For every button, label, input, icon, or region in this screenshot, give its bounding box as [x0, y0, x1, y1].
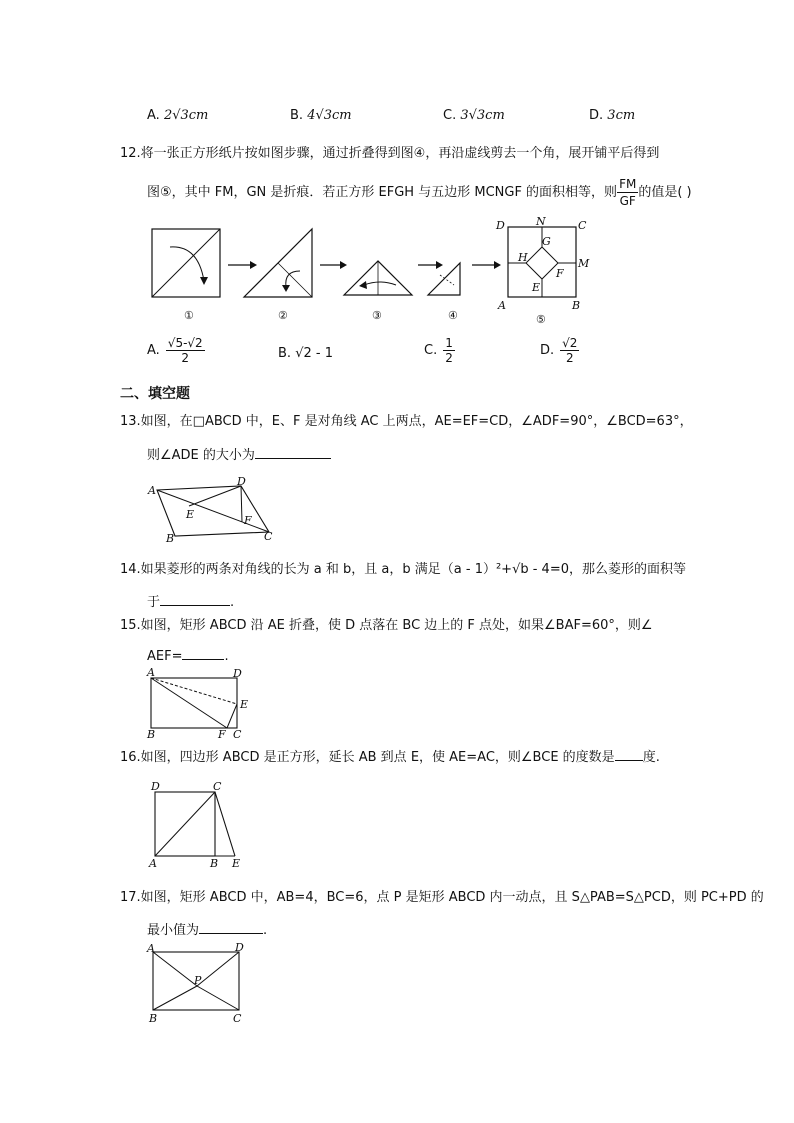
- label-A: A: [149, 857, 157, 870]
- fraction-denominator: 2: [445, 351, 453, 365]
- fig2-arrowhead: [282, 285, 290, 292]
- label-E: E: [532, 281, 541, 294]
- fig1-diagonal: [152, 229, 220, 297]
- q14-line2: [147, 593, 234, 611]
- label-D: D: [233, 667, 242, 680]
- label-B: B: [147, 728, 156, 741]
- label-E: E: [240, 698, 249, 711]
- segment-PC: [197, 986, 239, 1010]
- q11-option-b: [290, 108, 352, 123]
- label-A: A: [148, 484, 156, 497]
- option-value: 3√3cm: [460, 108, 505, 123]
- option-letter: B.: [278, 346, 292, 361]
- answer-blank: [199, 921, 263, 934]
- q13-line2-text: 则∠ADE 的大小为: [147, 448, 255, 463]
- q17-line2: [147, 921, 267, 939]
- q13-line2: [147, 446, 331, 464]
- label-B: B: [166, 532, 175, 545]
- q12-line1: 12.将一张正方形纸片按如图步骤，通过折叠得到图④，再沿虚线剪去一个角，展开铺平后得到: [120, 146, 660, 161]
- step-arrowhead-1: [250, 261, 257, 269]
- q16-line1-end: 度.: [642, 750, 660, 765]
- segment-FE: [227, 704, 237, 728]
- step-arrowhead-4: [494, 261, 501, 269]
- option-letter: B.: [290, 108, 304, 123]
- q15-line2-end: .: [224, 649, 229, 664]
- label-F: F: [244, 514, 252, 527]
- label-E: E: [232, 857, 241, 870]
- step-label-2: ②: [278, 309, 288, 322]
- option-letter: A.: [147, 108, 160, 123]
- q16-line1: [120, 748, 660, 766]
- q11-option-a: [147, 108, 208, 123]
- option-value: 3cm: [607, 108, 636, 123]
- q14-line2-text: 于: [147, 595, 161, 610]
- fraction-numerator: √2: [562, 336, 578, 350]
- label-E: E: [186, 508, 195, 521]
- fraction-numerator: 1: [445, 336, 453, 350]
- fig3-arrowhead: [359, 281, 367, 289]
- option-letter: D.: [540, 343, 555, 358]
- fig1-arrowhead: [200, 277, 208, 285]
- option-letter: D.: [589, 108, 604, 123]
- option-letter: C.: [443, 108, 457, 123]
- segment-CE: [215, 792, 235, 856]
- q17-line2-text: 最小值为: [147, 923, 200, 938]
- label-G: G: [542, 235, 551, 248]
- step-arrowhead-3: [436, 261, 443, 269]
- label-C: C: [264, 530, 273, 543]
- label-F: F: [218, 728, 226, 741]
- q12-option-d: [540, 336, 579, 365]
- q13-figure: [145, 472, 280, 550]
- q15-line1: 15.如图，矩形 ABCD 沿 AE 折叠，使 D 点落在 BC 边上的 F 点处，如果∠BAF=60°，则∠: [120, 618, 653, 633]
- segment-AP: [153, 952, 197, 986]
- step-label-5: ⑤: [536, 313, 546, 326]
- q11-option-c: [443, 108, 505, 123]
- answer-blank: [160, 593, 230, 606]
- segment-BP: [153, 986, 197, 1010]
- label-B: B: [572, 299, 581, 312]
- fraction-numerator: FM: [619, 177, 637, 191]
- fig5-inner-square: [526, 247, 558, 279]
- q13-line1: 13.如图，在□ABCD 中，E、F 是对角线 AC 上两点，AE=EF=CD，∠ADF=90°，∠BCD=63°，: [120, 414, 693, 429]
- rectangle-ABCD: [151, 678, 237, 728]
- q12-line2: [147, 176, 692, 209]
- option-letter: C.: [424, 343, 438, 358]
- segment-DE: [189, 486, 241, 506]
- label-D: D: [235, 941, 244, 954]
- q12-folding-figure: [140, 215, 610, 327]
- fraction-numerator: √5-√2: [167, 336, 203, 350]
- segment-PD: [197, 952, 239, 986]
- q12-option-b: [278, 346, 333, 361]
- q14-line2-end: .: [230, 595, 235, 610]
- q16-line1-text: 16.如图，四边形 ABCD 是正方形，延长 AB 到点 E，使 AE=AC，则∠BCE 的度数是: [120, 750, 615, 765]
- q15-figure: [145, 668, 255, 740]
- q12-line2-end: 的值是( ): [638, 184, 692, 200]
- label-A: A: [147, 666, 155, 679]
- segment-DF: [241, 486, 242, 522]
- q12-option-c: [424, 336, 455, 365]
- label-D: D: [496, 219, 505, 232]
- q17-line2-end: .: [263, 923, 268, 938]
- option-letter: A.: [147, 343, 160, 358]
- section-heading: 二、填空题: [120, 386, 190, 402]
- option-value: √2 - 1: [295, 346, 333, 361]
- option-value: 4√3cm: [307, 108, 352, 123]
- label-F: F: [556, 267, 564, 280]
- answer-blank: [182, 647, 224, 660]
- label-P: P: [194, 974, 202, 987]
- fraction-denominator: 2: [181, 351, 190, 365]
- answer-blank: [615, 748, 643, 761]
- label-H: H: [518, 251, 528, 264]
- label-A: A: [498, 299, 506, 312]
- fig3-fold-arrow: [364, 282, 396, 285]
- step-arrowhead-2: [340, 261, 347, 269]
- label-C: C: [233, 728, 242, 741]
- q15-line2: [147, 647, 229, 665]
- q17-line1: 17.如图，矩形 ABCD 中，AB=4，BC=6，点 P 是矩形 ABCD 内一动点，且 S△PAB=S△PCD，则 PC+PD 的: [120, 890, 764, 905]
- step-label-1: ①: [184, 309, 194, 322]
- q12-line2-text: 图⑤，其中 FM，GN 是折痕．若正方形 EFGH 与五边形 MCNGF 的面积相等，则: [147, 184, 618, 200]
- fraction-denominator: GF: [619, 194, 636, 208]
- fraction-denominator: 2: [565, 351, 574, 365]
- label-C: C: [233, 1012, 242, 1025]
- step-label-4: ④: [448, 309, 458, 322]
- q16-figure: [145, 780, 255, 872]
- label-D: D: [151, 780, 160, 793]
- label-C: C: [213, 780, 222, 793]
- label-A: A: [147, 942, 155, 955]
- fig1-fold-arrow: [170, 247, 204, 281]
- diagonal-AC: [155, 792, 215, 856]
- q15-line2-text: AEF=: [147, 649, 183, 664]
- q12-option-a: [147, 336, 205, 365]
- step-label-3: ③: [372, 309, 382, 322]
- fig2-fold-line: [278, 263, 312, 297]
- label-B: B: [149, 1012, 158, 1025]
- segment-AF: [151, 678, 227, 728]
- label-N: N: [536, 215, 546, 228]
- label-C: C: [578, 219, 587, 232]
- option-fraction: [443, 336, 455, 365]
- option-fraction: [166, 336, 205, 365]
- label-M: M: [578, 257, 590, 270]
- fold-AE-dashed: [151, 678, 237, 704]
- q14-line1: 14.如果菱形的两条对角线的长为 a 和 b，且 a，b 满足（a - 1）²+√b - 4=0，那么菱形的面积等: [120, 562, 686, 577]
- q11-option-d: [589, 108, 635, 123]
- q12-fraction: [617, 176, 638, 209]
- answer-blank: [255, 446, 331, 459]
- label-D: D: [237, 475, 246, 488]
- label-B: B: [210, 857, 219, 870]
- q17-figure: [145, 942, 255, 1026]
- option-value: 2√3cm: [163, 108, 209, 123]
- option-fraction: [560, 336, 579, 365]
- fig4-triangle: [428, 263, 460, 295]
